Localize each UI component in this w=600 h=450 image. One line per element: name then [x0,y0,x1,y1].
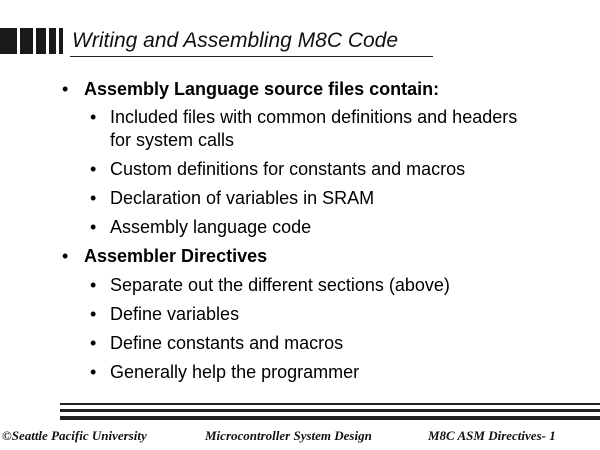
sub-bullet-text-continued: for system calls [110,130,235,150]
footer-course-name: Microcontroller System Design [205,428,372,443]
bullet-marker: • [62,246,69,266]
sub-bullet-marker: • [90,217,97,237]
sub-bullet-text: Generally help the programmer [110,362,360,382]
slide-title: Writing and Assembling M8C Code [72,29,399,52]
bullet-heading: Assembly Language source files contain: [84,79,440,99]
sub-bullet-marker: • [90,275,97,295]
sub-bullet-text: Included files with common definitions and headers [110,107,518,127]
sub-bullet-marker: • [90,107,97,127]
title-bar-decoration [0,28,64,54]
sub-bullet-text: Define constants and macros [110,333,344,353]
footer-copyright: ©Seattle Pacific University [2,428,147,443]
footer-slide-label: M8C ASM Directives- 1 [428,428,556,443]
sub-bullet-text: Custom definitions for constants and macros [110,159,466,179]
title-underline [70,56,433,57]
sub-bullet-marker: • [90,304,97,324]
sub-bullet-text: Declaration of variables in SRAM [110,188,375,208]
bullet-heading: Assembler Directives [84,246,268,266]
sub-bullet-text: Separate out the different sections (above) [110,275,450,295]
sub-bullet-marker: • [90,188,97,208]
sub-bullet-marker: • [90,159,97,179]
sub-bullet-text: Define variables [110,304,240,324]
sub-bullet-marker: • [90,333,97,353]
sub-bullet-marker: • [90,362,97,382]
bullet-marker: • [62,79,69,99]
sub-bullet-text: Assembly language code [110,217,312,237]
